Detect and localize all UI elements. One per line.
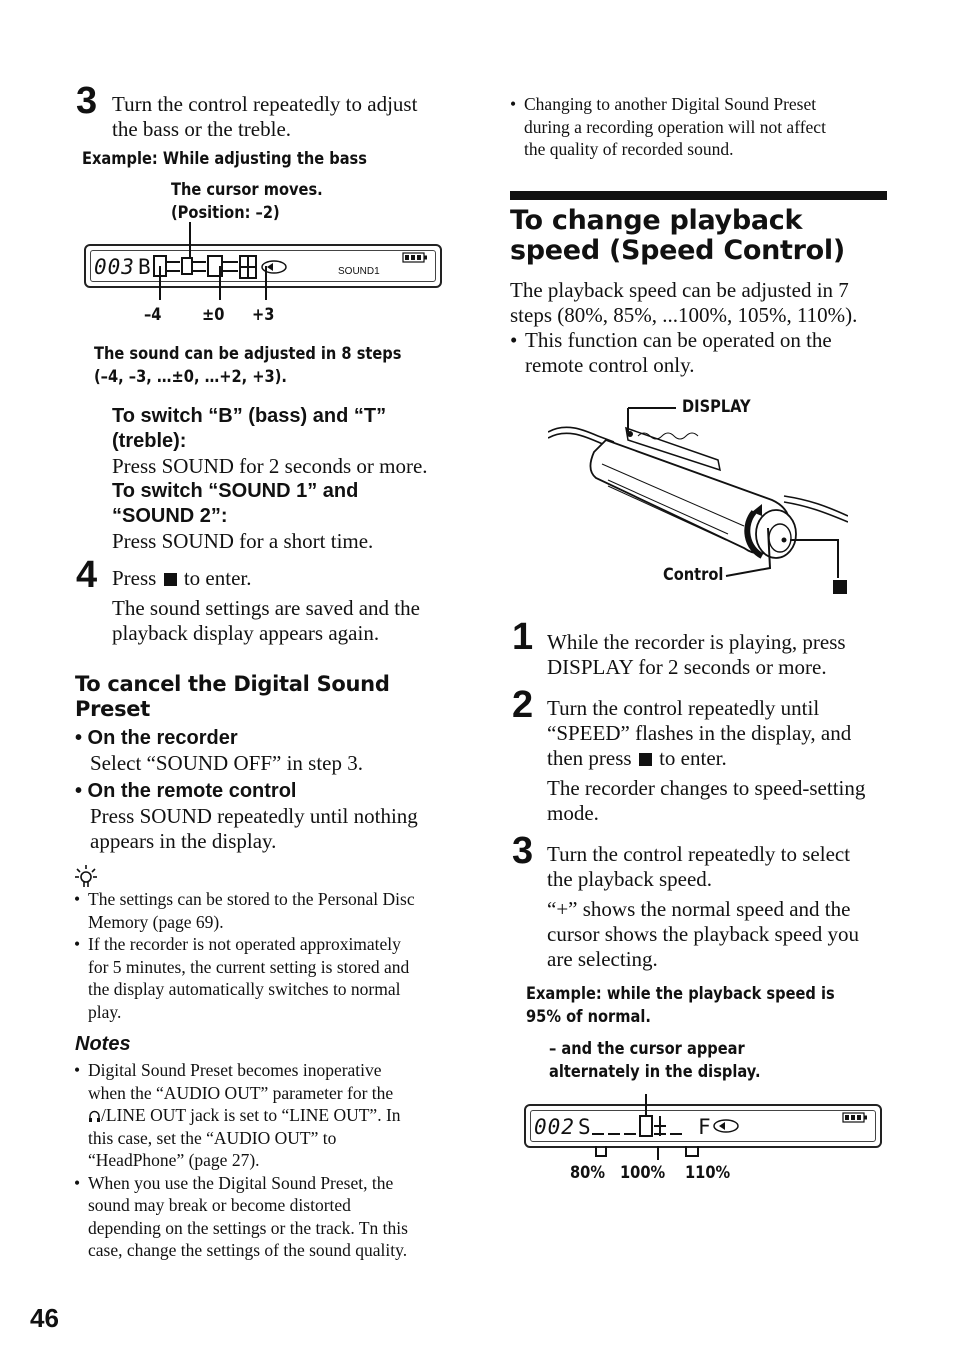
display-label: DISPLAY xyxy=(682,397,751,417)
speed-step-1-number: 1 xyxy=(512,616,534,658)
section-rule xyxy=(510,191,887,200)
tips-list xyxy=(74,888,459,1023)
cancel-recorder-text: Select “SOUND OFF” in step 3. xyxy=(90,751,363,775)
lcd-track-number: 002 xyxy=(534,1115,575,1139)
tip-line: • The settings can be stored to the Personal Disc xyxy=(88,889,415,909)
remote-only-line: • This function can be operated on the xyxy=(525,328,832,352)
step-4-sub: playback display appears again. xyxy=(112,621,380,645)
tip-line: for 5 minutes, the current setting is stored and xyxy=(88,956,410,977)
speed-step-2-sub: The recorder changes to speed-setting xyxy=(547,776,866,800)
tip-line: play. xyxy=(88,1001,122,1022)
speed-step-3-sub: “+” shows the normal speed and the xyxy=(547,897,851,921)
switch-body: Press SOUND for 2 seconds or more. xyxy=(112,454,428,478)
stop-square-icon xyxy=(639,753,652,766)
tip-line: the display automatically switches to normal xyxy=(88,979,401,999)
speed-step-3-sub: are selecting. xyxy=(547,947,658,971)
battery-icon xyxy=(842,1112,868,1124)
cancel-remote-text: Press SOUND repeatedly until nothing xyxy=(90,804,418,828)
speed-step-2-line: Turn the control repeatedly until xyxy=(547,696,820,720)
cursor-label xyxy=(171,179,323,225)
remote-only-bullet xyxy=(510,328,900,378)
switch-bass-treble xyxy=(112,404,457,554)
speed-step-2-text xyxy=(547,696,897,826)
example-speed-line: 95% of normal. xyxy=(526,1007,651,1027)
stop-square-icon xyxy=(164,573,177,586)
step-4-post: to enter. xyxy=(183,566,252,590)
step-4-number: 4 xyxy=(76,554,98,596)
step-3-text xyxy=(112,92,457,142)
note-line: case, change the settings of the sound quality. xyxy=(88,1240,408,1260)
adjust-note-line: The sound can be adjusted in 8 steps xyxy=(94,344,402,364)
bass-callout-lines xyxy=(140,222,290,304)
note-line: depending on the settings or the track. Tn this xyxy=(88,1217,408,1238)
speed-label-100: 100% xyxy=(620,1163,666,1183)
speed-step-2-pre: then press xyxy=(547,746,632,770)
speed-label-80: 80% xyxy=(570,1163,606,1183)
note-line: when the “AUDIO OUT” parameter for the xyxy=(88,1082,394,1103)
recording-note-line: the quality of recorded sound. xyxy=(524,139,734,159)
lcd-mode-letter: B xyxy=(138,255,151,279)
note-line: • Digital Sound Preset becomes inoperative xyxy=(88,1060,382,1080)
adjust-note-line: (–4, –3, …±0, …+2, +3). xyxy=(94,367,287,387)
step-3-line: Turn the control repeatedly to adjust xyxy=(112,92,418,116)
speed-step-3-number: 3 xyxy=(512,830,534,872)
note-line: /LINE OUT jack is set to “LINE OUT”. In xyxy=(101,1105,401,1125)
tip-line: • If the recorder is not operated approximately xyxy=(88,934,401,954)
speed-callout-lines xyxy=(590,1094,710,1166)
headphones-icon xyxy=(88,1109,101,1123)
cursor-label-line: (Position: –2) xyxy=(171,203,280,223)
adjust-steps-note xyxy=(94,343,401,389)
switch-heading: (treble): xyxy=(112,430,187,452)
recording-note-item xyxy=(510,93,890,161)
control-label: Control xyxy=(663,565,724,585)
switch-sound-body: Press SOUND for a short time. xyxy=(112,529,374,553)
recording-note-line: • Changing to another Digital Sound Preset xyxy=(524,94,817,114)
note-line: this case, set the “AUDIO OUT” to xyxy=(88,1127,337,1148)
note-line: “HeadPhone” (page 27). xyxy=(88,1150,260,1170)
example-speed-label xyxy=(526,983,835,1029)
speed-intro xyxy=(510,278,900,378)
speed-intro-line: steps (80%, 85%, ...100%, 105%, 110%). xyxy=(510,303,858,327)
speed-step-2-post: to enter. xyxy=(659,746,727,770)
scale-label-plus3: +3 xyxy=(252,305,275,325)
speed-step-3-sub: cursor shows the playback speed you xyxy=(547,922,860,946)
scale-label-minus4: –4 xyxy=(144,305,162,325)
recording-note xyxy=(510,93,890,161)
step-3-line: the bass or the treble. xyxy=(112,117,292,141)
lcd-slow-letter: S xyxy=(578,1115,591,1139)
cancel-remote-label: • On the remote control xyxy=(75,780,297,802)
disc-icon xyxy=(712,1118,740,1134)
note-line: • When you use the Digital Sound Preset, the xyxy=(88,1172,394,1193)
stop-square-icon xyxy=(833,580,847,594)
section-heading-line: speed (Speed Control) xyxy=(510,235,845,266)
cursor-label-line: The cursor moves. xyxy=(171,180,323,200)
speed-step-1-line: While the recorder is playing, press xyxy=(547,630,846,654)
speed-step-2-number: 2 xyxy=(512,684,534,726)
lcd-fast-letter: F xyxy=(698,1115,711,1139)
step-4-pre: Press xyxy=(112,566,157,590)
tip-item xyxy=(74,888,459,933)
remote-callout-lines xyxy=(624,400,854,600)
switch-sound-heading: “SOUND 2”: xyxy=(112,505,228,527)
cancel-heading: To cancel the Digital Sound xyxy=(75,672,390,696)
cursor-alternate-note xyxy=(549,1038,761,1084)
cursor-note-line: – and the cursor appear xyxy=(549,1039,745,1059)
switch-heading: To switch “B” (bass) and “T” xyxy=(112,405,387,427)
note-line: sound may break or become distorted xyxy=(88,1195,351,1215)
speed-label-110: 110% xyxy=(685,1163,731,1183)
page-number: 46 xyxy=(30,1303,59,1333)
speed-step-3-text xyxy=(547,842,897,972)
notes-list xyxy=(74,1059,459,1262)
cancel-section xyxy=(75,672,455,854)
lightbulb-hint-icon xyxy=(74,864,98,890)
lcd-track-number: 003 xyxy=(94,255,135,279)
battery-icon xyxy=(402,252,428,264)
section-heading xyxy=(510,206,845,266)
step-4-sub: The sound settings are saved and the xyxy=(112,596,420,620)
note-item xyxy=(74,1172,459,1262)
cancel-recorder-label: • On the recorder xyxy=(75,727,238,749)
step-4-text xyxy=(112,566,457,646)
note-item xyxy=(74,1059,459,1172)
step-3-number: 3 xyxy=(76,80,98,122)
cursor-note-line: alternately in the display. xyxy=(549,1062,761,1082)
speed-intro-line: The playback speed can be adjusted in 7 xyxy=(510,278,849,302)
cancel-remote-text: appears in the display. xyxy=(90,829,277,853)
speed-step-1-line: DISPLAY for 2 seconds or more. xyxy=(547,655,827,679)
speed-step-2-sub: mode. xyxy=(547,801,599,825)
scale-label-zero: ±0 xyxy=(202,305,225,325)
speed-step-3-line: the playback speed. xyxy=(547,867,713,891)
example-bass-label: Example: While adjusting the bass xyxy=(82,149,367,169)
notes-heading: Notes xyxy=(75,1033,131,1055)
remote-only-line: remote control only. xyxy=(525,353,695,377)
speed-step-2-line: “SPEED” flashes in the display, and xyxy=(547,721,852,745)
section-heading-line: To change playback xyxy=(510,205,803,236)
recording-note-line: during a recording operation will not affect xyxy=(524,116,826,137)
switch-sound-heading: To switch “SOUND 1” and xyxy=(112,480,359,502)
speed-step-3-line: Turn the control repeatedly to select xyxy=(547,842,851,866)
cancel-heading: Preset xyxy=(75,697,150,721)
speed-step-1-text xyxy=(547,630,897,680)
example-speed-line: Example: while the playback speed is xyxy=(526,984,835,1004)
tip-line: Memory (page 69). xyxy=(88,911,224,932)
tip-item xyxy=(74,933,459,1023)
lcd-sound-tag: SOUND1 xyxy=(338,266,380,277)
